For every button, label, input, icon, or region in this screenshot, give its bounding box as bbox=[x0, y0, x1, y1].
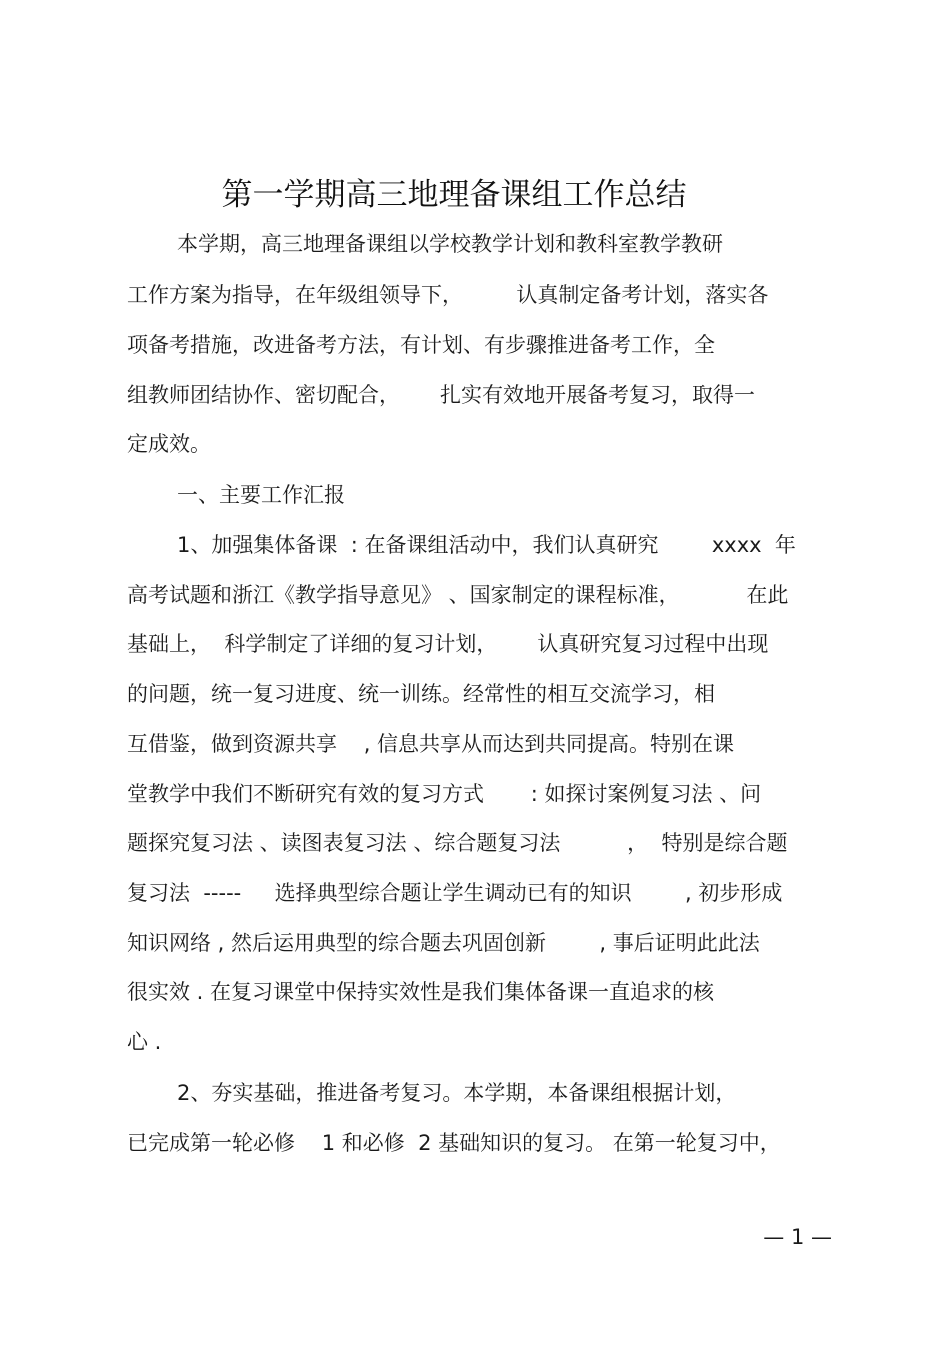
document-title: 第一学期高三地理备课组工作总结 bbox=[221, 177, 687, 213]
intro-line-1: 本学期，高三地理备课组以学校教学计划和教科室教学教研 bbox=[177, 232, 723, 256]
item1-line-2: 高考试题和浙江《教学指导意见》 、国家制定的课程标准， 在此 bbox=[127, 583, 789, 607]
item1-line-1: 1、加强集体备课 : 在备课组活动中，我们认真研究 xxxx 年 bbox=[177, 533, 796, 557]
item1-line-11: 心 . bbox=[127, 1030, 162, 1054]
item1-line-5: 互借鉴，做到资源共享 , 信息共享从而达到共同提高。特别在课 bbox=[127, 732, 735, 756]
item1-line-10: 很实效 . 在复习课堂中保持实效性是我们集体备课一直追求的核 bbox=[127, 980, 715, 1004]
item1-line-8: 复习法 ----- 选择典型综合题让学生调动已有的知识 , 初步形成 bbox=[127, 881, 783, 905]
item1-line-9: 知识网络 , 然后运用典型的综合题去巩固创新 , 事后证明此此法 bbox=[127, 931, 760, 955]
item1-line-6: 堂教学中我们不断研究有效的复习方式 : 如探讨案例复习法 、问 bbox=[127, 782, 762, 806]
intro-line-4: 组教师团结协作、密切配合， 扎实有效地开展备考复习，取得一 bbox=[127, 383, 756, 407]
item1-line-7: 题探究复习法 、读图表复习法 、综合题复习法 ， 特别是综合题 bbox=[127, 831, 788, 855]
item1-line-3: 基础上， 科学制定了详细的复习计划， 认真研究复习过程中出现 bbox=[127, 632, 769, 656]
page-number: — 1 — bbox=[763, 1225, 832, 1249]
item1-line-4: 的问题，统一复习进度、统一训练。经常性的相互交流学习，相 bbox=[127, 682, 715, 706]
intro-line-5: 定成效。 bbox=[127, 432, 211, 456]
item2-line-1: 2、夯实基础，推进备考复习。本学期，本备课组根据计划， bbox=[177, 1081, 737, 1105]
item2-line-2: 已完成第一轮必修 1 和必修 2 基础知识的复习。 在第一轮复习中， bbox=[127, 1131, 781, 1155]
intro-line-2: 工作方案为指导，在年级组领导下， 认真制定备考计划，落实各 bbox=[127, 283, 769, 307]
intro-line-3: 项备考措施，改进备考方法，有计划、有步骤推进备考工作，全 bbox=[127, 333, 715, 357]
section-heading: 一、主要工作汇报 bbox=[177, 483, 345, 507]
